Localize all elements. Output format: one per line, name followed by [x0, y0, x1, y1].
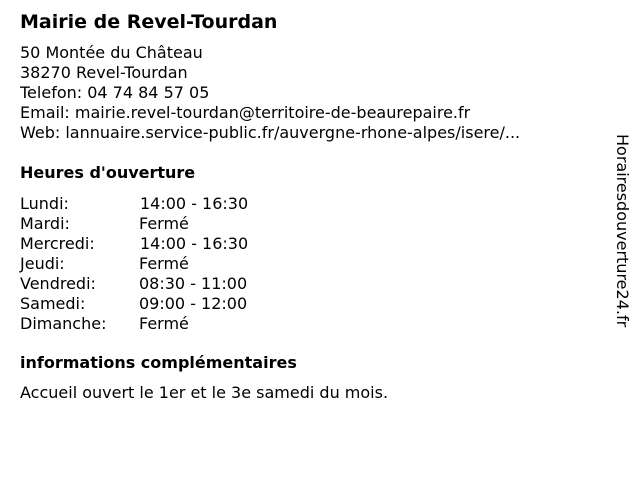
day-label: Mardi: — [20, 214, 70, 233]
phone-line: Telefon: 04 74 84 57 05 — [20, 83, 210, 102]
day-label: Dimanche: — [20, 314, 107, 333]
time-value: Fermé — [139, 254, 189, 273]
street-address: 50 Montée du Château — [20, 43, 203, 62]
additional-info-heading: informations complémentaires — [20, 353, 297, 372]
place-title: Mairie de Revel-Tourdan — [20, 11, 278, 33]
hours-row-wednesday — [20, 234, 248, 254]
hours-row-monday — [20, 194, 248, 214]
hours-row-friday — [20, 274, 248, 294]
opening-hours-table — [20, 194, 248, 334]
website-line: Web: lannuaire.service-public.fr/auvergne-rhone-alpes/isere/... — [20, 123, 521, 142]
hours-row-saturday — [20, 294, 248, 314]
opening-hours-heading: Heures d'ouverture — [20, 163, 196, 182]
city-postal: 38270 Revel-Tourdan — [20, 63, 188, 82]
time-value: 14:00 - 16:30 — [140, 194, 249, 213]
time-value: Fermé — [139, 214, 189, 233]
time-value: 09:00 - 12:00 — [139, 294, 248, 313]
hours-row-sunday — [20, 314, 248, 334]
brand-watermark-text: Horairesdouverture24.fr — [613, 134, 632, 328]
email-line: Email: mairie.revel-tourdan@territoire-de-beaurepaire.fr — [20, 103, 471, 122]
brand-watermark — [612, 134, 632, 344]
day-label: Lundi: — [20, 194, 69, 213]
day-label: Samedi: — [20, 294, 86, 313]
address-block — [20, 43, 520, 143]
hours-row-thursday — [20, 254, 248, 274]
additional-info-text: Accueil ouvert le 1er et le 3e samedi du mois. — [20, 383, 389, 402]
time-value: 14:00 - 16:30 — [140, 234, 249, 253]
hours-row-tuesday — [20, 214, 248, 234]
day-label: Vendredi: — [20, 274, 96, 293]
time-value: Fermé — [139, 314, 189, 333]
day-label: Mercredi: — [20, 234, 95, 253]
day-label: Jeudi: — [20, 254, 65, 273]
time-value: 08:30 - 11:00 — [139, 274, 248, 293]
